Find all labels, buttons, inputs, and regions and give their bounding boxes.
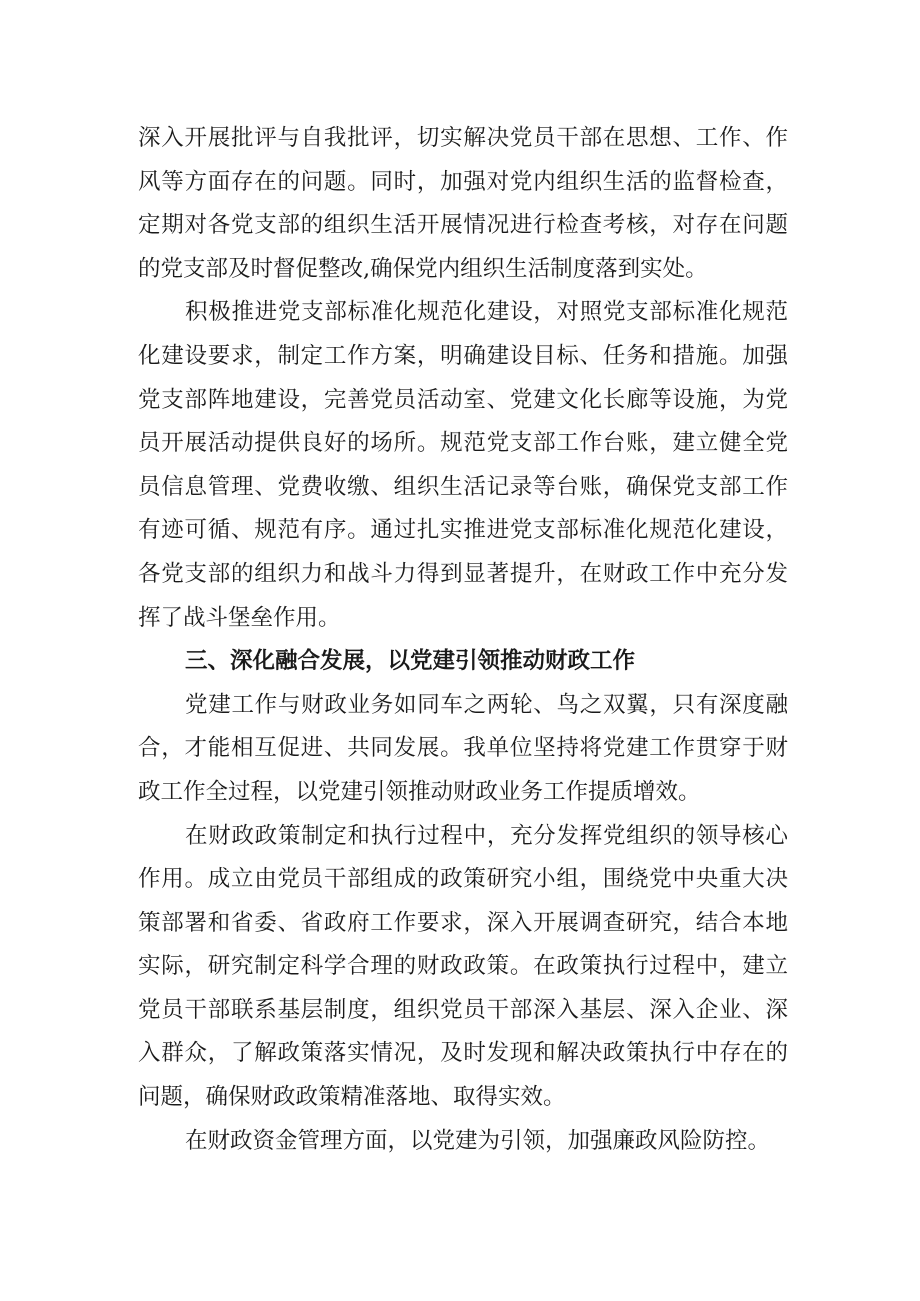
text-line: 风等方面存在的问题。同时，加强对党内组织生活的监督检查，: [138, 168, 788, 195]
text-line: 合，才能相互促进、共同发展。我单位坚持将党建工作贯穿于财: [138, 735, 788, 762]
text-line: 化建设要求，制定工作方案，明确建设目标、任务和措施。加强: [138, 342, 788, 369]
text-line: 深入开展批评与自我批评，切实解决党员干部在思想、工作、作: [138, 125, 788, 151]
text-line: 作用。成立由党员干部组成的政策研究小组，围绕党中央重大决: [138, 866, 788, 893]
text-line: 党员干部联系基层制度，组织党员干部深入基层、深入企业、深: [138, 996, 788, 1023]
paragraph-1: [138, 117, 788, 291]
text-line: 员开展活动提供良好的场所。规范党支部工作台账，建立健全党: [138, 430, 788, 457]
text-line: 入群众，了解政策落实情况，及时发现和解决政策执行中存在的: [138, 1040, 788, 1067]
document-page: [138, 117, 788, 1163]
paragraph-4: [138, 815, 788, 1120]
text-line: 各党支部的组织力和战斗力得到显著提升，在财政工作中充分发: [138, 560, 788, 587]
paragraph-5: [138, 1120, 788, 1164]
text-line: 党建工作与财政业务如同车之两轮、鸟之双翼，只有深度融: [185, 691, 788, 718]
text-line: 定期对各党支部的组织生活开展情况进行检查考核，对存在问题: [138, 212, 788, 239]
paragraph-2: [138, 291, 788, 640]
text-line: 问题，确保财政政策精准落地、取得实效。: [138, 1084, 566, 1111]
text-line: 在财政资金管理方面，以党建为引领，加强廉政风险防控。: [185, 1127, 771, 1154]
text-line: 党支部阵地建设，完善党员活动室、党建文化长廊等设施，为党: [138, 386, 788, 413]
text-line: 实际，研究制定科学合理的财政政策。在政策执行过程中，建立: [138, 953, 788, 980]
text-line: 策部署和省委、省政府工作要求，深入开展调查研究，结合本地: [138, 909, 788, 936]
text-line: 员信息管理、党费收缴、组织生活记录等台账，确保党支部工作: [138, 473, 788, 500]
text-line: 在财政政策制定和执行过程中，充分发挥党组织的领导核心: [185, 822, 788, 849]
text-line: 挥了战斗堡垒作用。: [138, 604, 341, 631]
paragraph-3: [138, 684, 788, 815]
text-line: 的党支部及时督促整改,确保党内组织生活制度落到实处。: [138, 255, 708, 282]
text-line: 积极推进党支部标准化规范化建设，对照党支部标准化规范: [185, 299, 788, 326]
section-heading: 三、深化融合发展，以党建引领推动财政工作: [185, 648, 636, 675]
text-line: 政工作全过程，以党建引领推动财政业务工作提质增效。: [138, 778, 701, 805]
text-line: 有迹可循、规范有序。通过扎实推进党支部标准化规范化建设，: [138, 517, 788, 544]
